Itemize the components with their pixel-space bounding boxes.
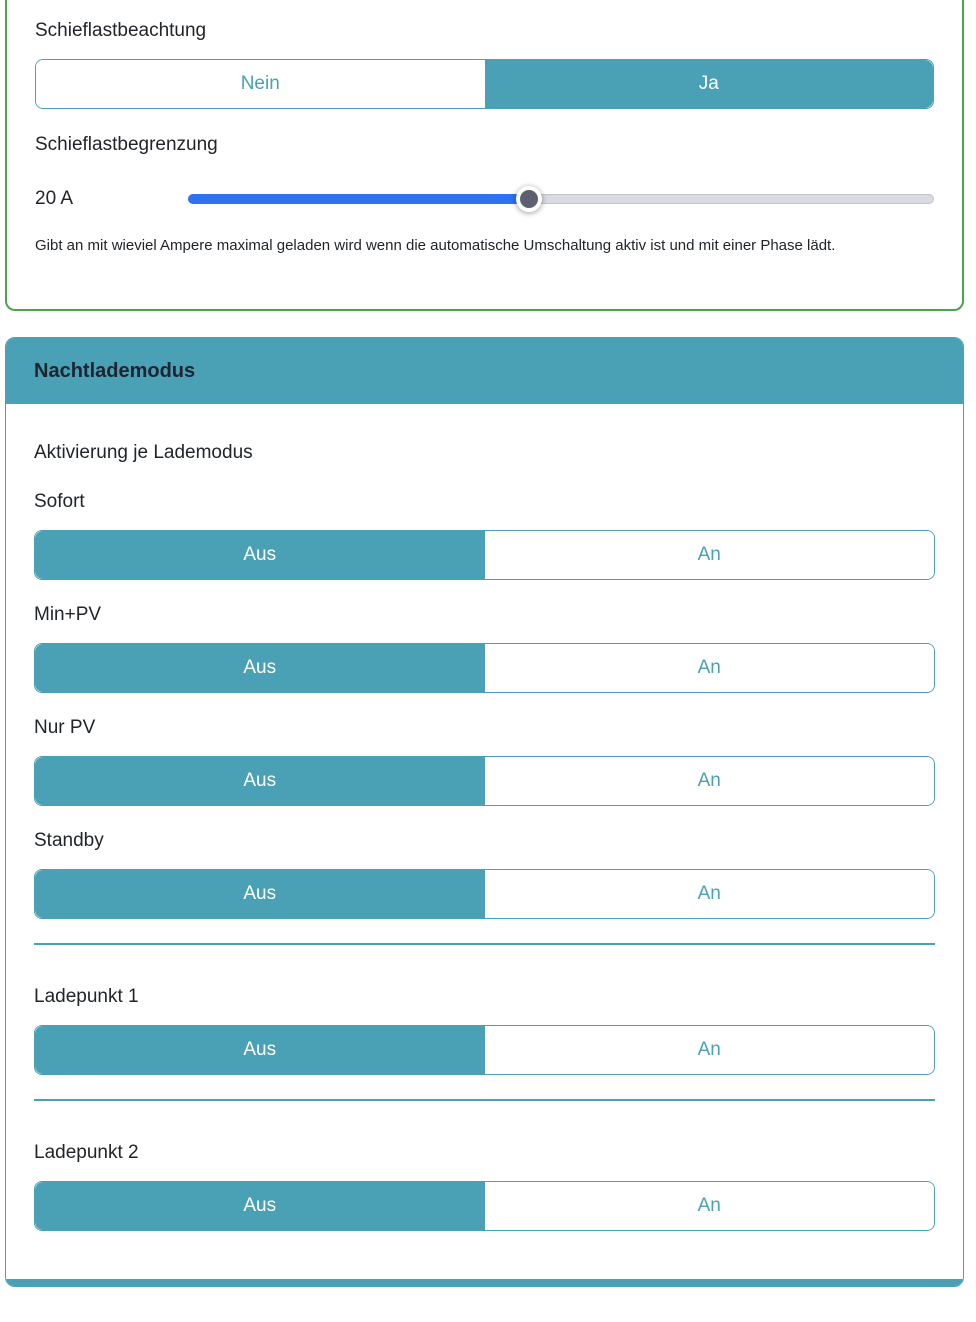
- nachtlademodus-title: Nachtlademodus: [34, 360, 196, 382]
- chargepoint-2-option-an[interactable]: An: [485, 1182, 935, 1230]
- mode-nur-pv-option-an[interactable]: An: [485, 757, 935, 805]
- mode-label-sofort: Sofort: [34, 491, 85, 512]
- schieflastbeachtung-option-nein[interactable]: Nein: [36, 60, 485, 108]
- mode-sofort-option-aus[interactable]: Aus: [35, 531, 485, 579]
- chargepoint-label-2: Ladepunkt 2: [34, 1142, 139, 1163]
- schieflastbegrenzung-slider-row: [35, 182, 934, 216]
- mode-min-pv-option-aus[interactable]: Aus: [35, 644, 485, 692]
- mode-label-min-pv: Min+PV: [34, 604, 102, 625]
- chargepoint-toggle-group-2: [34, 1181, 935, 1231]
- schieflast-card: [5, 0, 964, 311]
- chargepoint-2-option-aus[interactable]: Aus: [35, 1182, 485, 1230]
- schieflastbeachtung-label: Schieflastbeachtung: [35, 20, 207, 41]
- nachtlademodus-card: [5, 337, 964, 1287]
- divider: [34, 1099, 935, 1101]
- chargepoint-label-1: Ladepunkt 1: [34, 986, 139, 1007]
- slider-thumb[interactable]: [516, 186, 542, 212]
- mode-label-nur-pv: Nur PV: [34, 717, 96, 738]
- mode-sofort-option-an[interactable]: An: [485, 531, 935, 579]
- chargepoint-1-option-aus[interactable]: Aus: [35, 1026, 485, 1074]
- mode-toggle-sofort: [34, 491, 935, 580]
- chargepoint-toggle-1: [34, 986, 935, 1075]
- mode-standby-option-an[interactable]: An: [485, 870, 935, 918]
- mode-toggle-nur-pv: [34, 717, 935, 806]
- mode-toggle-min-pv: [34, 604, 935, 693]
- chargepoint-1-option-an[interactable]: An: [485, 1026, 935, 1074]
- schieflastbegrenzung-help-text: Gibt an mit wieviel Ampere maximal geladen wird wenn die automatische Umschaltung aktiv ist und mit einer Phase lädt.: [35, 237, 836, 254]
- mode-toggle-standby: [34, 830, 935, 919]
- mode-standby-option-aus[interactable]: Aus: [35, 870, 485, 918]
- aktivierung-section-label: Aktivierung je Lademodus: [34, 442, 253, 463]
- mode-toggle-group-min-pv: [34, 643, 935, 693]
- schieflastbegrenzung-label: Schieflastbegrenzung: [35, 134, 218, 155]
- mode-label-standby: Standby: [34, 830, 104, 851]
- mode-toggle-group-sofort: [34, 530, 935, 580]
- slider-fill: [188, 194, 529, 204]
- divider: [34, 943, 935, 945]
- chargepoint-toggle-group-1: [34, 1025, 935, 1075]
- schieflastbeachtung-toggle: [35, 59, 934, 109]
- schieflastbegrenzung-slider[interactable]: [188, 182, 934, 216]
- nachtlademodus-header: [6, 338, 963, 404]
- mode-min-pv-option-an[interactable]: An: [485, 644, 935, 692]
- mode-toggle-group-standby: [34, 869, 935, 919]
- nachtlademodus-body: [6, 404, 963, 1279]
- schieflastbeachtung-option-ja[interactable]: Ja: [485, 60, 934, 108]
- slider-value-label: 20 A: [35, 188, 74, 209]
- nachtlademodus-footer: [6, 1279, 963, 1286]
- mode-nur-pv-option-aus[interactable]: Aus: [35, 757, 485, 805]
- chargepoint-toggle-2: [34, 1142, 935, 1231]
- mode-toggle-group-nur-pv: [34, 756, 935, 806]
